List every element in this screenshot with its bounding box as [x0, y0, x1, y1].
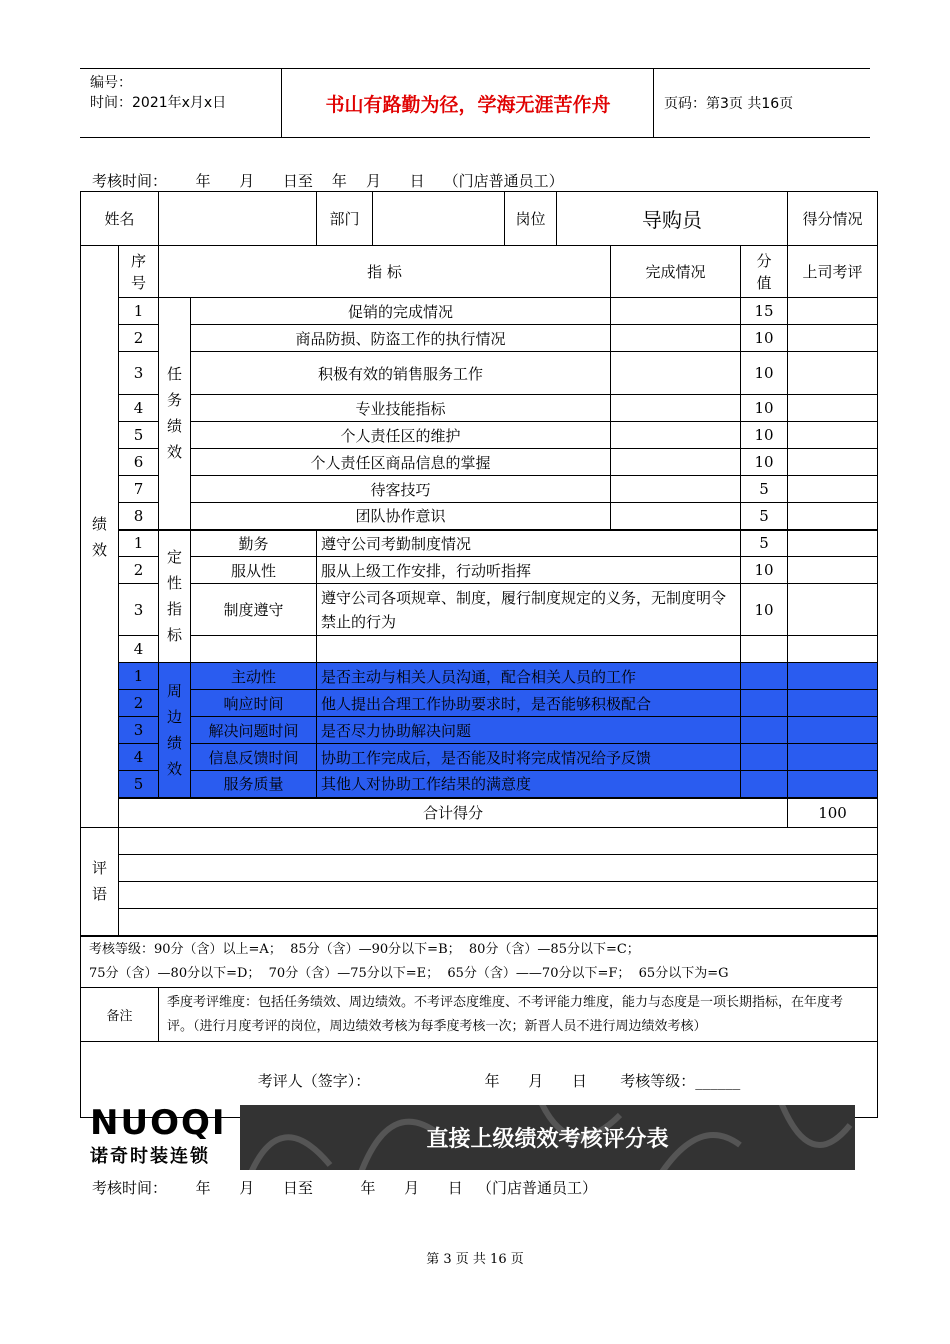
header-meta	[80, 69, 282, 137]
item-name: 服从性	[191, 557, 317, 584]
total-value: 100	[788, 798, 878, 828]
perf-label: 绩 效	[81, 246, 119, 828]
page-info: 页码：第3页 共16页	[664, 96, 794, 112]
row-number: 1	[119, 530, 159, 557]
completion-cell[interactable]	[611, 298, 741, 325]
item-description: 遵守公司各项规章、制度，履行制度规定的义务，无制度明令禁止的行为	[317, 584, 741, 636]
score-value: 10	[741, 557, 788, 584]
row-number: 8	[119, 503, 159, 530]
remark-text: 季度考评维度：包括任务绩效、周边绩效。不考评态度维度、不考评能力维度，能力与态度是一项长期指标，在年度考评。（进行月度考评的岗位，周边绩效考核为每季度考核一次；新晋人员不进行周边绩效考核）	[159, 988, 878, 1042]
motto: 书山有路勤为径，学海无涯苦作舟	[283, 69, 654, 137]
bottom-time-line: 考核时间： 年 月 日至 年 月 日 （门店普通员工）	[92, 1179, 598, 1197]
number-label: 编号：	[90, 75, 132, 91]
supervisor-cell[interactable]	[788, 422, 878, 449]
seq-header: 序 号	[119, 246, 159, 298]
row-number: 3	[119, 717, 159, 744]
row-number: 1	[119, 663, 159, 690]
item-description: 是否主动与相关人员沟通，配合相关人员的工作	[317, 663, 741, 690]
grade-line-1: 考核等级：90分（含）以上=A； 85分（含）—90分以下=B； 80分（含）—85分以下=C；	[89, 941, 640, 957]
brand-logo	[90, 1104, 240, 1174]
table-row	[81, 744, 878, 771]
row-number: 4	[119, 744, 159, 771]
logo-en: NUOQI	[90, 1103, 227, 1143]
indicator-name: 促销的完成情况	[191, 298, 611, 325]
table-row	[81, 352, 878, 395]
qual-group-label: 定 性 指 标	[159, 530, 191, 663]
post-value: 导购员	[557, 192, 788, 246]
title-banner	[240, 1105, 855, 1170]
table-row	[81, 663, 878, 690]
item-name: 响应时间	[191, 690, 317, 717]
remark-label: 备注	[81, 988, 159, 1042]
score-value	[741, 717, 788, 744]
comment-label: 评 语	[81, 828, 119, 936]
supervisor-cell[interactable]	[788, 584, 878, 636]
row-number: 1	[119, 298, 159, 325]
supervisor-cell[interactable]	[788, 530, 878, 557]
item-description: 是否尽力协助解决问题	[317, 717, 741, 744]
score-value: 5	[741, 476, 788, 503]
table-row	[81, 771, 878, 798]
logo-cn: 诺奇时装连锁	[90, 1146, 210, 1167]
completion-cell[interactable]	[611, 476, 741, 503]
indicator-name: 商品防损、防盗工作的执行情况	[191, 325, 611, 352]
supervisor-cell[interactable]	[788, 663, 878, 690]
score-value-header: 分 值	[741, 246, 788, 298]
score-value: 5	[741, 530, 788, 557]
row-number: 3	[119, 352, 159, 395]
table-row	[81, 636, 878, 663]
supervisor-cell[interactable]	[788, 771, 878, 798]
supervisor-cell[interactable]	[788, 717, 878, 744]
dept-field[interactable]	[373, 192, 505, 246]
row-number: 4	[119, 636, 159, 663]
dept-label: 部门	[317, 192, 373, 246]
item-name: 服务质量	[191, 771, 317, 798]
row-number: 2	[119, 325, 159, 352]
indicator-name: 团队协作意识	[191, 503, 611, 530]
peri-group-label: 周 边 绩 效	[159, 663, 191, 798]
table-row	[81, 395, 878, 422]
item-name: 主动性	[191, 663, 317, 690]
supervisor-cell[interactable]	[788, 449, 878, 476]
supervisor-header: 上司考评	[788, 246, 878, 298]
item-name: 勤务	[191, 530, 317, 557]
completion-cell[interactable]	[611, 352, 741, 395]
indicator-name: 积极有效的销售服务工作	[191, 352, 611, 395]
page-header	[80, 68, 870, 138]
supervisor-cell[interactable]	[788, 744, 878, 771]
item-name	[191, 636, 317, 663]
score-value	[741, 636, 788, 663]
score-value: 15	[741, 298, 788, 325]
table-row	[81, 530, 878, 557]
supervisor-cell[interactable]	[788, 636, 878, 663]
score-value: 10	[741, 422, 788, 449]
score-value: 10	[741, 449, 788, 476]
supervisor-cell[interactable]	[788, 690, 878, 717]
score-value	[741, 663, 788, 690]
score-value	[741, 690, 788, 717]
supervisor-cell[interactable]	[788, 325, 878, 352]
post-label: 岗位	[505, 192, 557, 246]
total-label: 合计得分	[119, 798, 788, 828]
grade-line-2: 75分（含）—80分以下=D； 70分（含）—75分以下=E； 65分（含）——70分以下=F； 65分以下为=G	[89, 965, 729, 981]
table-row	[81, 503, 878, 530]
score-value: 10	[741, 584, 788, 636]
table-row	[81, 422, 878, 449]
grade-scale	[81, 936, 878, 988]
score-value: 10	[741, 352, 788, 395]
table-row	[81, 717, 878, 744]
table-row	[81, 557, 878, 584]
supervisor-cell[interactable]	[788, 395, 878, 422]
completion-cell[interactable]	[611, 325, 741, 352]
score-value: 10	[741, 395, 788, 422]
page-footer: 第 3 页 共 16 页	[426, 1252, 524, 1267]
item-name: 解决问题时间	[191, 717, 317, 744]
row-number: 6	[119, 449, 159, 476]
row-number: 3	[119, 584, 159, 636]
comment-line[interactable]	[119, 882, 878, 909]
completion-cell[interactable]	[611, 422, 741, 449]
item-name: 信息反馈时间	[191, 744, 317, 771]
row-number: 5	[119, 422, 159, 449]
score-value	[741, 744, 788, 771]
completion-cell[interactable]	[611, 449, 741, 476]
table-row	[81, 449, 878, 476]
total-row	[81, 798, 878, 828]
time-label: 时间：2021年x月x日	[90, 95, 227, 111]
comment-line[interactable]	[119, 909, 878, 936]
score-status-label: 得分情况	[788, 192, 878, 246]
name-label: 姓名	[81, 192, 159, 246]
indicator-name: 专业技能指标	[191, 395, 611, 422]
row-number: 5	[119, 771, 159, 798]
item-description: 遵守公司考勤制度情况	[317, 530, 741, 557]
supervisor-cell[interactable]	[788, 503, 878, 530]
completion-cell[interactable]	[611, 395, 741, 422]
item-name: 制度遵守	[191, 584, 317, 636]
item-description	[317, 636, 741, 663]
item-description: 其他人对协助工作结果的满意度	[317, 771, 741, 798]
row-number: 7	[119, 476, 159, 503]
score-value	[741, 771, 788, 798]
evaluation-form	[80, 191, 878, 1118]
table-row	[81, 584, 878, 636]
supervisor-cell[interactable]	[788, 476, 878, 503]
item-description: 他人提出合理工作协助要求时，是否能够积极配合	[317, 690, 741, 717]
completion-cell[interactable]	[611, 503, 741, 530]
row-number: 2	[119, 690, 159, 717]
completion-header: 完成情况	[611, 246, 741, 298]
comment-line[interactable]	[119, 855, 878, 882]
name-field[interactable]	[159, 192, 317, 246]
task-group-label: 任 务 绩 效	[159, 298, 191, 530]
assessment-time-line: 考核时间： 年 月 日至 年 月 日 （门店普通员工）	[92, 172, 564, 190]
score-value: 10	[741, 325, 788, 352]
indicator-header: 指 标	[159, 246, 611, 298]
item-description: 协助工作完成后，是否能及时将完成情况给予反馈	[317, 744, 741, 771]
supervisor-cell[interactable]	[788, 298, 878, 325]
indicator-name: 待客技巧	[191, 476, 611, 503]
comment-line[interactable]	[119, 828, 878, 855]
sign-line: 考评人（签字）： 年 月 日 考核等级：______	[257, 1072, 741, 1090]
row-number: 4	[119, 395, 159, 422]
indicator-name: 个人责任区商品信息的掌握	[191, 449, 611, 476]
score-value: 5	[741, 503, 788, 530]
supervisor-cell[interactable]	[788, 352, 878, 395]
indicator-name: 个人责任区的维护	[191, 422, 611, 449]
banner-title: 直接上级绩效考核评分表	[426, 1127, 669, 1152]
supervisor-cell[interactable]	[788, 557, 878, 584]
table-row	[81, 325, 878, 352]
table-row	[81, 476, 878, 503]
table-row	[81, 690, 878, 717]
item-description: 服从上级工作安排，行动听指挥	[317, 557, 741, 584]
table-row	[81, 298, 878, 325]
row-number: 2	[119, 557, 159, 584]
